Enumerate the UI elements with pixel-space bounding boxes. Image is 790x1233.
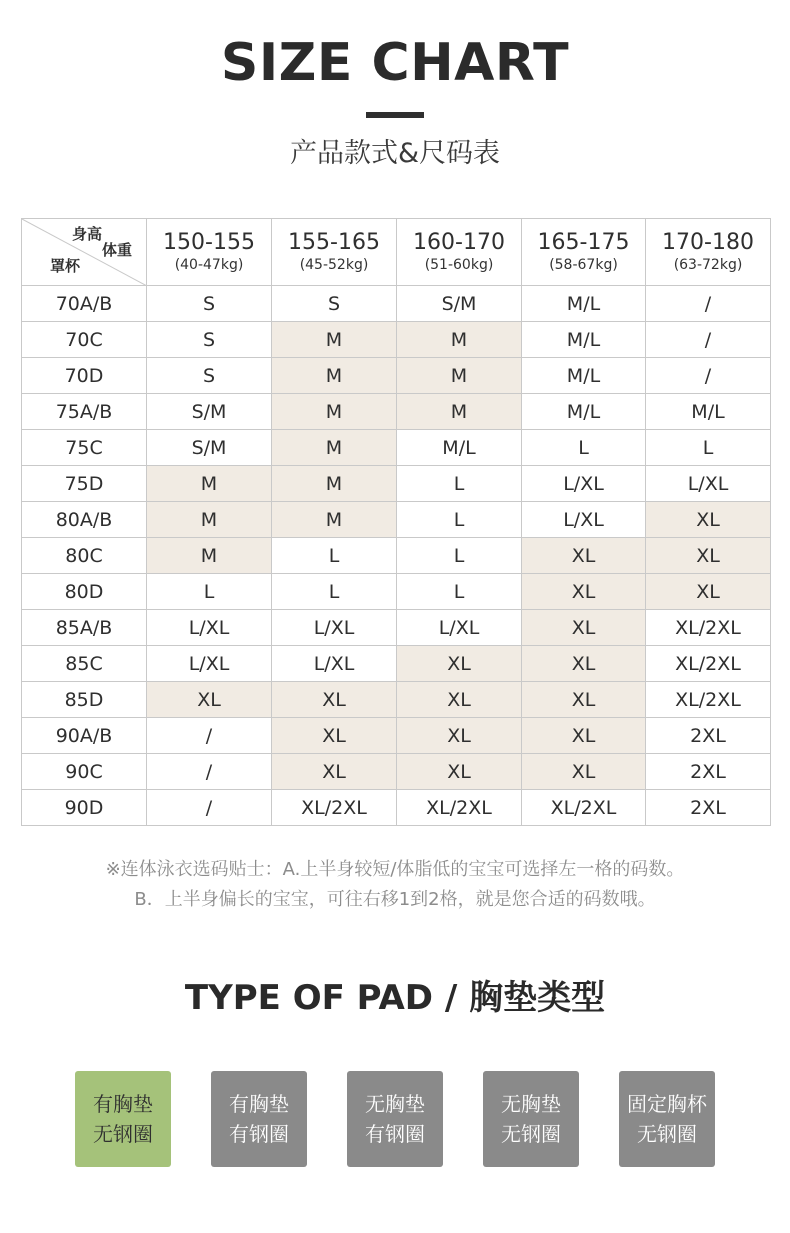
table-row — [22, 502, 771, 538]
cup-size-cell: 85D — [22, 682, 147, 718]
weight-range: (40-47kg) — [174, 257, 244, 273]
size-cell: 2XL — [646, 790, 771, 826]
title-underline — [366, 112, 424, 118]
size-cell-highlighted: XL — [272, 718, 397, 754]
pad-option-line-1: 有胸垫 — [93, 1092, 153, 1116]
size-chart-table — [21, 218, 771, 826]
size-cell: 2XL — [646, 754, 771, 790]
column-header — [646, 219, 771, 286]
size-cell-highlighted: XL — [397, 682, 522, 718]
size-cell-highlighted: XL — [272, 682, 397, 718]
height-range: 165-175 — [537, 230, 630, 255]
size-cell-highlighted: XL — [397, 754, 522, 790]
weight-range: (58-67kg) — [549, 257, 618, 273]
size-cell-highlighted: XL — [397, 646, 522, 682]
size-cell: L/XL — [397, 610, 522, 646]
size-cell: L/XL — [147, 610, 272, 646]
size-cell: M/L — [522, 286, 646, 322]
size-cell-highlighted: XL — [147, 682, 272, 718]
size-cell-highlighted: XL — [522, 682, 646, 718]
size-cell-highlighted: XL — [646, 502, 771, 538]
size-cell-highlighted: M — [147, 466, 272, 502]
table-body — [22, 286, 771, 826]
size-cell: XL/2XL — [397, 790, 522, 826]
size-cell: S/M — [397, 286, 522, 322]
pad-type-title: TYPE OF PAD / 胸垫类型 — [184, 978, 606, 1018]
pad-option-line-1: 无胸垫 — [365, 1092, 425, 1116]
size-cell: S/M — [147, 430, 272, 466]
size-cell: L — [397, 574, 522, 610]
weight-range: (63-72kg) — [673, 257, 743, 273]
pad-option-unpadded-no-wire[interactable] — [483, 1071, 579, 1167]
size-cell: S/M — [147, 394, 272, 430]
size-cell: S — [272, 286, 397, 322]
height-range: 160-170 — [413, 230, 505, 255]
cup-size-cell: 85C — [22, 646, 147, 682]
table-row — [22, 358, 771, 394]
size-cell: 2XL — [646, 718, 771, 754]
size-cell: L — [646, 430, 771, 466]
table-row — [22, 646, 771, 682]
column-header — [522, 219, 646, 286]
height-range: 170-180 — [662, 230, 754, 255]
size-cell-highlighted: M — [272, 358, 397, 394]
size-cell: / — [147, 718, 272, 754]
table-row — [22, 682, 771, 718]
table-row — [22, 718, 771, 754]
size-cell-highlighted: XL — [646, 574, 771, 610]
size-cell-highlighted: XL — [646, 538, 771, 574]
pad-option-padded-wired[interactable] — [211, 1071, 307, 1167]
size-cell-highlighted: M — [397, 322, 522, 358]
size-cell: L/XL — [522, 502, 646, 538]
height-range: 150-155 — [163, 230, 255, 255]
size-cell: S — [147, 286, 272, 322]
table-row — [22, 394, 771, 430]
cup-size-cell: 80C — [22, 538, 147, 574]
size-cell: / — [646, 322, 771, 358]
size-cell-highlighted: M — [272, 394, 397, 430]
size-cell-highlighted: M — [272, 466, 397, 502]
size-cell: L — [397, 538, 522, 574]
column-header — [147, 219, 272, 286]
cup-size-cell: 80A/B — [22, 502, 147, 538]
cup-label: 罩杯 — [50, 257, 81, 275]
size-cell: M/L — [522, 358, 646, 394]
size-cell-highlighted: M — [397, 358, 522, 394]
size-cell: M/L — [522, 322, 646, 358]
size-cell-highlighted: M — [147, 502, 272, 538]
size-cell-highlighted: XL — [272, 754, 397, 790]
corner-header-cell — [22, 219, 147, 286]
size-cell: S — [147, 322, 272, 358]
size-cell: / — [147, 754, 272, 790]
cup-size-cell: 75A/B — [22, 394, 147, 430]
size-cell-highlighted: M — [272, 430, 397, 466]
size-cell-highlighted: M — [147, 538, 272, 574]
cup-size-cell: 90C — [22, 754, 147, 790]
pad-option-line-2: 无钢圈 — [501, 1122, 561, 1146]
size-cell-highlighted: M — [272, 322, 397, 358]
page-title: SIZE CHART — [220, 33, 570, 93]
size-cell-highlighted: XL — [522, 754, 646, 790]
table-row — [22, 466, 771, 502]
size-tip-line-1: ※连体泳衣选码贴士：A.上半身较短/体脂低的宝宝可选择左一格的码数。 — [105, 859, 685, 880]
cup-size-cell: 80D — [22, 574, 147, 610]
table-row — [22, 322, 771, 358]
cup-size-cell: 70D — [22, 358, 147, 394]
size-cell: L — [397, 466, 522, 502]
table-row — [22, 610, 771, 646]
table-row — [22, 754, 771, 790]
pad-option-line-2: 有钢圈 — [365, 1122, 425, 1146]
size-cell: / — [646, 286, 771, 322]
table-row — [22, 538, 771, 574]
pad-option-line-2: 无钢圈 — [637, 1122, 697, 1146]
table-row — [22, 790, 771, 826]
cup-size-cell: 90D — [22, 790, 147, 826]
size-cell: L/XL — [522, 466, 646, 502]
size-cell: XL/2XL — [646, 682, 771, 718]
pad-option-line-1: 无胸垫 — [501, 1092, 561, 1116]
pad-option-unpadded-wired[interactable] — [347, 1071, 443, 1167]
size-cell: L — [147, 574, 272, 610]
cup-size-cell: 75C — [22, 430, 147, 466]
size-cell: L/XL — [272, 610, 397, 646]
size-cell: L — [522, 430, 646, 466]
size-cell-highlighted: XL — [397, 718, 522, 754]
size-cell-highlighted: XL — [522, 646, 646, 682]
page-subtitle: 产品款式&尺码表 — [289, 138, 501, 169]
cup-size-cell: 70C — [22, 322, 147, 358]
size-cell: XL/2XL — [646, 646, 771, 682]
cup-size-cell: 75D — [22, 466, 147, 502]
weight-label: 体重 — [102, 241, 133, 259]
size-cell-highlighted: M — [272, 502, 397, 538]
size-cell-highlighted: XL — [522, 610, 646, 646]
size-cell: L — [397, 502, 522, 538]
column-header — [272, 219, 397, 286]
column-header — [397, 219, 522, 286]
size-cell: XL/2XL — [272, 790, 397, 826]
pad-option-line-1: 固定胸杯 — [627, 1092, 707, 1116]
size-cell: M/L — [646, 394, 771, 430]
size-cell: M/L — [522, 394, 646, 430]
size-tip-line-2: B．上半身偏长的宝宝，可往右移1到2格，就是您合适的码数哦。 — [134, 889, 656, 910]
height-range: 155-165 — [288, 230, 380, 255]
weight-range: (51-60kg) — [424, 257, 494, 273]
table-row — [22, 430, 771, 466]
size-cell-highlighted: XL — [522, 538, 646, 574]
cup-size-cell: 90A/B — [22, 718, 147, 754]
size-cell: L/XL — [272, 646, 397, 682]
size-cell: L — [272, 538, 397, 574]
size-cell: / — [147, 790, 272, 826]
size-cell-highlighted: XL — [522, 718, 646, 754]
size-cell: XL/2XL — [646, 610, 771, 646]
height-label: 身高 — [72, 225, 103, 243]
size-cell: L/XL — [646, 466, 771, 502]
pad-option-line-2: 有钢圈 — [229, 1122, 289, 1146]
cup-size-cell: 85A/B — [22, 610, 147, 646]
size-cell: XL/2XL — [522, 790, 646, 826]
size-cell-highlighted: XL — [522, 574, 646, 610]
pad-option-line-2: 无钢圈 — [93, 1122, 153, 1146]
weight-range: (45-52kg) — [299, 257, 369, 273]
size-cell: L — [272, 574, 397, 610]
size-cell: / — [646, 358, 771, 394]
size-cell: L/XL — [147, 646, 272, 682]
table-row — [22, 574, 771, 610]
cup-size-cell: 70A/B — [22, 286, 147, 322]
size-cell-highlighted: M — [397, 394, 522, 430]
size-cell: S — [147, 358, 272, 394]
table-header-row — [22, 219, 771, 286]
table-row — [22, 286, 771, 322]
pad-option-line-1: 有胸垫 — [229, 1092, 289, 1116]
size-cell: M/L — [397, 430, 522, 466]
pad-option-padded-no-wire[interactable] — [75, 1071, 171, 1167]
pad-option-fixed-cup-no-wire[interactable] — [619, 1071, 715, 1167]
